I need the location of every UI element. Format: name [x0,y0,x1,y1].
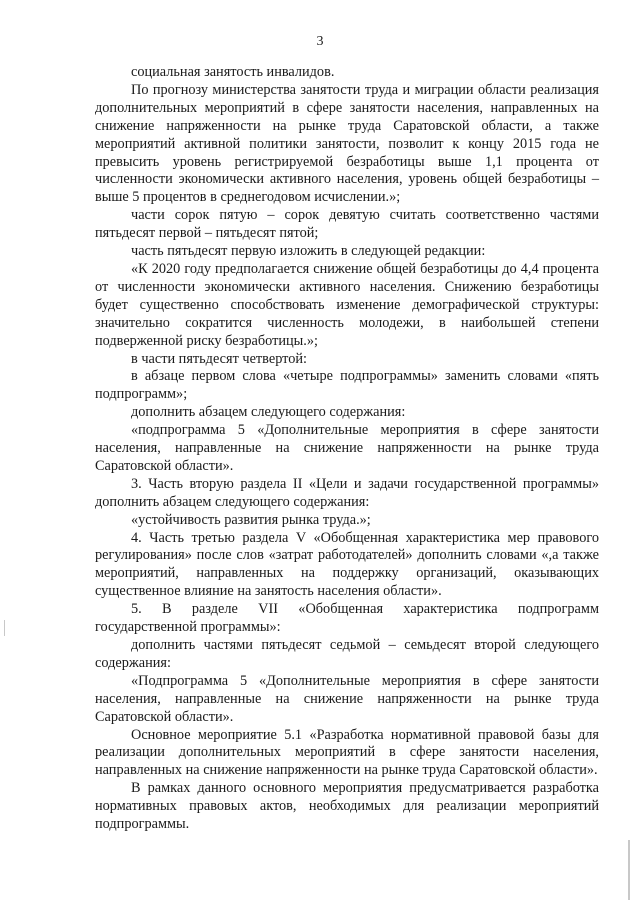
paragraph: «подпрограмма 5 «Дополнительные мероприятия в сфере занятости населения, направленные на снижение напряженности на рынке труда Саратовской области». [95,422,599,474]
document-body [95,64,599,834]
paragraph: дополнить абзацем следующего содержания: [131,404,406,421]
paragraph: «Подпрограмма 5 «Дополнительные мероприятия в сфере занятости населения, направленные на снижение напряженности на рынке труда Саратовской области». [95,672,599,725]
paragraph: в части пятьдесят четвертой: [131,350,307,367]
paragraph: 5. В разделе VII «Обобщенная характеристика подпрограмм государственной программы»: [95,601,599,636]
page-number: 3 [316,34,324,49]
paragraph: часть пятьдесят первую изложить в следующей редакции: [131,243,486,260]
scan-margin-mark [4,620,5,636]
paragraph: дополнить частями пятьдесят седьмой – семьдесят второй следующего содержания: [95,637,599,671]
paragraph: части сорок пятую – сорок девятую считать соответственно частями пятьдесят первой – пятьдесят пятой; [95,207,599,242]
paragraph: 3. Часть вторую раздела II «Цели и задачи государственной программы» дополнить абзацем следующего содержания: [95,475,599,510]
paragraph: социальная занятость инвалидов. [131,64,335,80]
paragraph: «устойчивость развития рынка труда.»; [131,511,371,528]
scan-edge-mark [628,840,630,900]
paragraph: «К 2020 году предполагается снижение общей безработицы до 4,4 процента от численности экономически активного населения. Снижению безработицы будет существенно способствовать изменение демографической структуры: значительно сократится численность молодежи, в наибольшей степени подверженной риску безработицы.»; [95,260,599,349]
paragraph: По прогнозу министерства занятости труда и миграции области реализация дополнительных мероприятий в сфере занятости населения, направленных на снижение напряженности на рынке труда Саратовской области, а также мероприятий активной политики занятости, позволит к концу 2015 года не превысить уровень регистрируемой безработицы выше 1,1 процента от численности экономически активного населения, уровень общей безработицы – выше 5 процентов в среднегодовом исчислении.»; [95,81,599,206]
paragraph: В рамках данного основного мероприятия предусматривается разработка нормативных правовых актов, необходимых для реализации мероприятий подпрограммы. [95,780,599,833]
paragraph: Основное мероприятие 5.1 «Разработка нормативной правовой базы для реализации дополнительных мероприятий в сфере занятости населения, направленных на снижение напряженности на рынке труда Саратовской области». [95,726,599,779]
paragraph: в абзаце первом слова «четыре подпрограммы» заменить словами «пять подпрограмм»; [95,368,599,403]
paragraph: 4. Часть третью раздела V «Обобщенная характеристика мер правового регулирования» после слов «затрат работодателей» дополнить словами «,а также мероприятий, направленных на поддержку организаций, оказывающих существенное влияние на занятость населения области». [95,529,599,600]
